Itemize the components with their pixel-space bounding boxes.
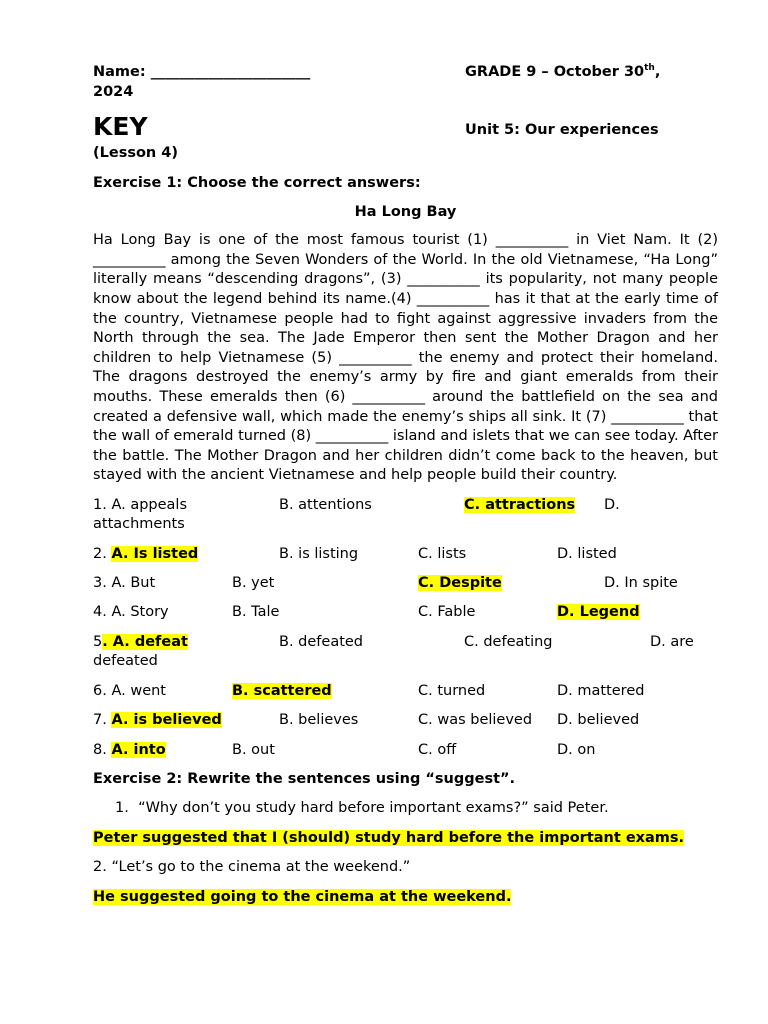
correct-answer: C. attractions	[464, 496, 576, 513]
option-c	[418, 545, 466, 565]
question-number: 3.	[93, 575, 112, 592]
option-text: B. defeated	[279, 633, 364, 650]
option-a	[93, 633, 188, 653]
story-title: Ha Long Bay	[354, 203, 457, 220]
option-c	[418, 603, 475, 623]
option-text: C. lists	[418, 545, 467, 562]
option-text: B. attentions	[279, 496, 372, 513]
lesson-label: (Lesson 4)	[93, 145, 179, 161]
option-d	[604, 496, 620, 516]
question-list	[93, 496, 718, 761]
question-number: 7.	[93, 712, 112, 729]
question-row	[93, 682, 718, 702]
option-b	[232, 603, 279, 623]
correct-answer: . A. defeat	[102, 633, 188, 650]
option-text: C. was believed	[418, 712, 533, 729]
option-d	[557, 603, 640, 623]
option-d	[650, 633, 694, 653]
option-c	[418, 574, 502, 594]
question-row	[93, 633, 718, 672]
option-text: C. defeating	[464, 633, 553, 650]
option-a	[93, 741, 166, 761]
option-text: D. on	[557, 741, 596, 758]
option-c	[418, 741, 456, 761]
option-b	[279, 496, 372, 516]
question-row	[93, 574, 718, 594]
correct-answer: B. scattered	[232, 682, 332, 699]
option-d	[604, 574, 678, 594]
option-c	[418, 682, 485, 702]
key-title: KEY	[93, 112, 148, 141]
answer-2-text: He suggested going to the cinema at the weekend.	[93, 888, 512, 905]
option-text: C. off	[418, 741, 457, 758]
sentence-1-number: 1.	[115, 800, 129, 817]
exercise1-instruction: : Choose the correct answers:	[176, 175, 421, 191]
option-text: A. Story	[111, 604, 169, 621]
option-d	[557, 682, 644, 702]
question-number: 2.	[93, 545, 112, 562]
option-c	[418, 711, 532, 731]
question-row	[93, 603, 718, 623]
correct-answer: D. Legend	[557, 604, 640, 621]
option-text: D. believed	[557, 712, 640, 729]
option-text: D. mattered	[557, 682, 645, 699]
correct-answer: A. Is listed	[111, 545, 199, 562]
option-text: B. Tale	[232, 604, 280, 621]
option-b	[279, 633, 363, 653]
option-text: A. appeals	[111, 496, 188, 513]
question-row	[93, 741, 718, 761]
correct-answer: A. is believed	[111, 712, 222, 729]
answer-1-text: Peter suggested that I (should) study hard before the important exams.	[93, 829, 685, 846]
option-text: C. turned	[418, 682, 486, 699]
option-d-continuation: defeated	[93, 653, 158, 670]
passage-text: Ha Long Bay is one of the most famous tourist (1) __________ in Viet Nam. It (2) __________ among the Seven Wonders of the World. In the old Vietnamese, “Ha Long” literally means “descending dragons”, (3) __________ its popularity, not many people know about the legend behind its name.(4) __________ has it that at the early time of the country, Vietnamese people had to fight against aggressive invaders from the North through the sea. The Jade Emperor then sent the Mother Dragon and her children to help Vietnamese (5) __________ the enemy and protect their homeland. The dragons destroyed the enemy’s army by fire and giant emeralds from their mouths. These emeralds then (6) __________ around the battlefield on the sea and created a defensive wall, which made the enemy’s ships all sink. It (7) __________ that the wall of emerald turned (8) __________ island and islets that we can see today. After the battle. The Mother Dragon and her children didn’t come back to the heaven, but stayed with the ancient Vietnamese and help people build their country.	[93, 232, 718, 484]
worksheet-page	[93, 62, 718, 907]
key-row	[93, 112, 718, 174]
sentence-1-text: “Why don’t you study hard before important exams?” said Peter.	[138, 800, 609, 817]
option-a	[93, 574, 155, 594]
question-number: 5	[93, 633, 103, 650]
exercise2-heading: Exercise 2: Rewrite the sentences using “suggest”.	[93, 771, 516, 788]
option-text: B. is listing	[279, 545, 359, 562]
option-text: A. went	[111, 682, 166, 699]
correct-answer: A. into	[111, 741, 166, 758]
question-row	[93, 711, 718, 731]
option-a	[93, 545, 198, 565]
answer-2	[93, 888, 718, 908]
option-d	[557, 711, 639, 731]
option-text: B. yet	[232, 575, 275, 592]
option-b	[232, 741, 275, 761]
option-text: A. But	[111, 575, 156, 592]
answer-1	[93, 829, 718, 849]
question-number: 6.	[93, 682, 112, 699]
option-text: D. In spite	[604, 575, 678, 592]
option-b	[232, 574, 274, 594]
question-row	[93, 496, 718, 535]
sentence-1	[93, 799, 718, 819]
correct-answer: C. Despite	[418, 575, 502, 592]
exercise1-heading	[93, 174, 718, 194]
sentence-2: 2. “Let’s go to the cinema at the weekend.”	[93, 859, 411, 876]
option-text: D. listed	[557, 545, 617, 562]
option-a	[93, 496, 187, 516]
option-text: B. believes	[279, 712, 359, 729]
option-text: D.	[604, 496, 620, 513]
option-b	[279, 545, 358, 565]
question-number: 4.	[93, 604, 112, 621]
option-a	[93, 711, 222, 731]
grade-date	[465, 64, 660, 80]
exercise1-label: Exercise 1	[93, 175, 177, 191]
year: 2024	[93, 84, 134, 100]
option-a	[93, 682, 166, 702]
option-d	[557, 545, 617, 565]
date-suffix: th	[644, 63, 655, 73]
option-b	[232, 682, 332, 702]
option-text: C. Fable	[418, 604, 476, 621]
option-c	[464, 496, 575, 516]
option-c	[464, 633, 553, 653]
option-a	[93, 603, 169, 623]
grade-date-comma: ,	[654, 64, 661, 80]
question-number: 1.	[93, 496, 112, 513]
question-number: 8.	[93, 741, 112, 758]
question-row	[93, 545, 718, 565]
worksheet-header	[93, 62, 718, 104]
option-d	[557, 741, 595, 761]
option-text: D. are	[650, 633, 694, 650]
option-text: B. out	[232, 741, 275, 758]
name-field-label: Name: ______________________	[93, 64, 311, 80]
grade-date-text: GRADE 9 – October 30	[465, 64, 645, 80]
unit-title: Unit 5: Our experiences	[465, 122, 659, 138]
option-b	[279, 711, 358, 731]
option-d-continuation: attachments	[93, 516, 185, 533]
